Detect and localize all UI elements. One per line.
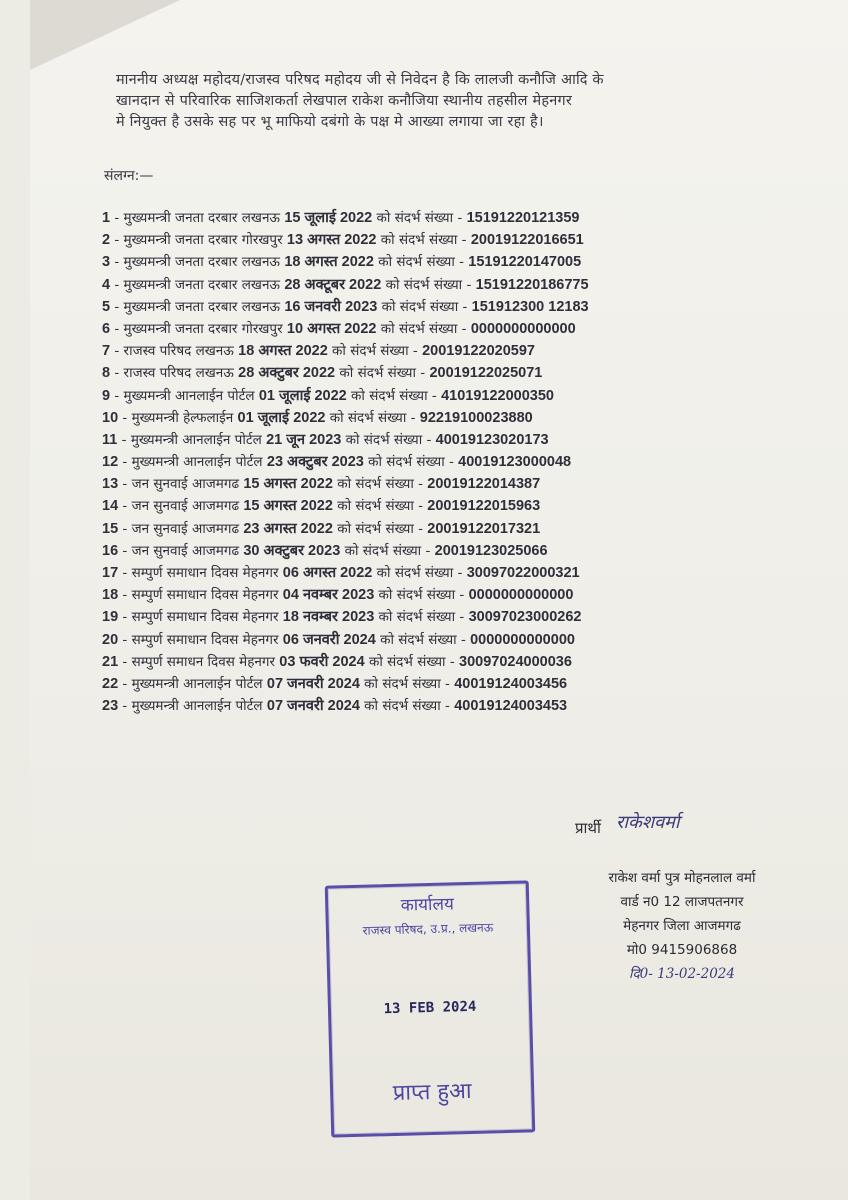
reference-item: 16 - जन सुनवाई आजमगढ 30 अक्टुबर 2023 को संदर्भ संख्या - 20019123025066 bbox=[102, 542, 548, 559]
applicant-district: मेहनगर जिला आजमगढ bbox=[623, 918, 741, 934]
item-date: 15 अगस्त 2022 bbox=[243, 476, 333, 493]
item-date: 07 जनवरी 2024 bbox=[266, 675, 360, 692]
item-number: 3 bbox=[102, 254, 111, 271]
item-office: मुख्यमन्त्री आनलाईन पोर्टल bbox=[131, 675, 263, 692]
reference-item: 9 - मुख्यमन्त्री आनलाईन पोर्टल 01 जूलाई 2022 को संदर्भ संख्या - 41019122000350 bbox=[102, 387, 554, 404]
item-number: 19 bbox=[102, 609, 119, 626]
item-date: 01 जूलाई 2022 bbox=[258, 387, 347, 404]
item-reference: 20019122015963 bbox=[427, 498, 541, 515]
reference-item: 11 - मुख्यमन्त्री आनलाईन पोर्टल 21 जून 2023 को संदर्भ संख्या - 40019123020173 bbox=[102, 431, 549, 448]
item-number: 10 bbox=[102, 409, 119, 426]
reference-item: 14 - जन सुनवाई आजमगढ 15 अगस्त 2022 को संदर्भ संख्या - 20019122015963 bbox=[102, 498, 541, 515]
item-number: 5 bbox=[102, 298, 111, 315]
item-reference: 0000000000000 bbox=[468, 587, 574, 604]
item-office: जन सुनवाई आजमगढ bbox=[131, 542, 240, 559]
reference-item: 7 - राजस्व परिषद लखनऊ 18 अगस्त 2022 को संदर्भ संख्या - 20019122020597 bbox=[102, 343, 535, 360]
item-date: 18 अगस्त 2022 bbox=[284, 254, 374, 271]
reference-item: 17 - सम्पुर्ण समाधान दिवस मेहनगर 06 अगस्त 2022 को संदर्भ संख्या - 30097022000321 bbox=[102, 565, 580, 581]
reference-item: 10 - मुख्यमन्त्री हेल्फलाईन 01 जूलाई 2022 को संदर्भ संख्या - 92219100023880 bbox=[102, 409, 533, 426]
item-date: 28 अक्टुबर 2022 bbox=[238, 365, 336, 382]
reference-item: 1 - मुख्यमन्त्री जनता दरबार लखनऊ 15 जूलाई 2022 को संदर्भ संख्या - 15191220121359 bbox=[102, 210, 580, 226]
intro-line-3: मे नियुक्त है उसके सह पर भू माफियो दबंगो के पक्ष मे आख्या लगाया जा रहा है। bbox=[116, 114, 544, 130]
item-office: मुख्यमन्त्री आनलाईन पोर्टल bbox=[123, 387, 255, 404]
item-date: 15 जूलाई 2022 bbox=[284, 210, 373, 226]
item-number: 11 bbox=[102, 431, 118, 448]
item-number: 22 bbox=[102, 675, 119, 692]
reference-item: 22 - मुख्यमन्त्री आनलाईन पोर्टल 07 जनवरी 2024 को संदर्भ संख्या - 40019124003456 bbox=[102, 675, 568, 692]
item-number: 2 bbox=[102, 232, 111, 249]
item-reference: 0000000000000 bbox=[470, 320, 576, 337]
item-date: 01 जूलाई 2022 bbox=[237, 409, 326, 426]
stamp-office: कार्यालय bbox=[400, 894, 455, 916]
petition-paragraph bbox=[116, 70, 806, 133]
applicant-label: प्रार्थी bbox=[575, 819, 601, 837]
reference-item: 19 - सम्पुर्ण समाधान दिवस मेहनगर 18 नवम्बर 2023 को संदर्भ संख्या - 30097023000262 bbox=[102, 609, 582, 626]
item-number: 13 bbox=[102, 476, 119, 493]
item-reference: 40019123020173 bbox=[435, 431, 549, 448]
item-date: 15 अगस्त 2022 bbox=[243, 498, 333, 515]
item-reference: 30097024000036 bbox=[459, 653, 572, 670]
item-office: मुख्यमन्त्री जनता दरबार लखनऊ bbox=[123, 276, 281, 293]
item-number: 18 bbox=[102, 587, 119, 604]
reference-list bbox=[102, 207, 822, 717]
item-reference: 30097022000321 bbox=[466, 565, 580, 581]
item-reference: 40019124003453 bbox=[454, 698, 568, 715]
item-number: 16 bbox=[102, 542, 119, 559]
item-reference: 15191220147005 bbox=[468, 254, 582, 271]
item-office: सम्पुर्ण समाधान दिवस मेहनगर bbox=[131, 609, 279, 626]
reference-item: 5 - मुख्यमन्त्री जनता दरबार लखनऊ 16 जनवरी 2023 को संदर्भ संख्या - 151912300 12183 bbox=[102, 298, 589, 315]
item-date: 18 अगस्त 2022 bbox=[238, 343, 328, 360]
item-date: 06 जनवरी 2024 bbox=[282, 631, 376, 648]
reference-item: 6 - मुख्यमन्त्री जनता दरबार गोरखपुर 10 अगस्त 2022 को संदर्भ संख्या - 0000000000000 bbox=[102, 320, 576, 337]
item-office: मुख्यमन्त्री आनलाईन पोर्टल bbox=[131, 698, 263, 715]
item-number: 14 bbox=[102, 498, 119, 515]
reference-item: 20 - सम्पुर्ण समाधान दिवस मेहनगर 06 जनवरी 2024 को संदर्भ संख्या - 0000000000000 bbox=[102, 631, 575, 648]
item-date: 30 अक्टुबर 2023 bbox=[243, 542, 341, 559]
item-office: जन सुनवाई आजमगढ bbox=[131, 520, 240, 537]
item-date: 16 जनवरी 2023 bbox=[284, 298, 378, 315]
item-number: 1 bbox=[102, 210, 111, 226]
reference-item: 13 - जन सुनवाई आजमगढ 15 अगस्त 2022 को संदर्भ संख्या - 20019122014387 bbox=[102, 476, 541, 493]
item-date: 06 अगस्त 2022 bbox=[282, 565, 373, 581]
item-office: मुख्यमन्त्री जनता दरबार गोरखपुर bbox=[123, 320, 283, 337]
item-office: मुख्यमन्त्री जनता दरबार लखनऊ bbox=[123, 298, 281, 315]
item-office: सम्पुर्ण समाधान दिवस मेहनगर bbox=[131, 565, 279, 581]
item-office: मुख्यमन्त्री जनता दरबार लखनऊ bbox=[123, 210, 281, 226]
item-reference: 30097023000262 bbox=[468, 609, 582, 626]
item-office: मुख्यमन्त्री जनता दरबार लखनऊ bbox=[123, 254, 281, 271]
intro-line-2: खानदान से परिवारिक साजिशकर्ता लेखपाल राकेश कनौजिया स्थानीय तहसील मेहनगर bbox=[116, 93, 572, 109]
item-date: 13 अगस्त 2022 bbox=[286, 232, 377, 249]
stamp-address: राजस्व परिषद, उ.प्र., लखनऊ bbox=[362, 920, 494, 938]
item-number: 20 bbox=[102, 631, 119, 648]
item-date: 10 अगस्त 2022 bbox=[286, 320, 377, 337]
item-reference: 15191220186775 bbox=[475, 276, 589, 293]
item-reference: 41019122000350 bbox=[441, 387, 554, 404]
item-date: 23 अगस्त 2022 bbox=[243, 520, 333, 537]
received-stamp bbox=[325, 880, 536, 1137]
item-date: 07 जनवरी 2024 bbox=[266, 698, 360, 715]
reference-item: 18 - सम्पुर्ण समाधान दिवस मेहनगर 04 नवम्बर 2023 को संदर्भ संख्या - 0000000000000 bbox=[102, 587, 574, 604]
item-date: 21 जून 2023 bbox=[266, 431, 342, 448]
reference-item: 23 - मुख्यमन्त्री आनलाईन पोर्टल 07 जनवरी 2024 को संदर्भ संख्या - 40019124003453 bbox=[102, 698, 568, 715]
item-number: 8 bbox=[102, 365, 111, 382]
item-date: 23 अक्टुबर 2023 bbox=[266, 454, 364, 471]
item-number: 15 bbox=[102, 520, 119, 537]
intro-line-1: माननीय अध्यक्ष महोदय/राजस्व परिषद महोदय जी से निवेदन है कि लालजी कनौजि आदि के bbox=[116, 72, 604, 88]
applicant-ward: वार्ड न0 12 लाजपतनगर bbox=[620, 894, 744, 910]
item-office: मुख्यमन्त्री हेल्फलाईन bbox=[131, 409, 234, 426]
item-date: 03 फवरी 2024 bbox=[279, 653, 365, 670]
item-reference: 40019124003456 bbox=[454, 675, 568, 692]
item-reference: 151912300 12183 bbox=[471, 298, 589, 315]
item-reference: 20019123025066 bbox=[434, 542, 548, 559]
item-office: जन सुनवाई आजमगढ bbox=[131, 498, 240, 515]
applicant-date: दि0- 13-02-2024 bbox=[629, 966, 735, 982]
item-number: 23 bbox=[102, 698, 119, 715]
reference-item: 4 - मुख्यमन्त्री जनता दरबार लखनऊ 28 अक्टूबर 2022 को संदर्भ संख्या - 15191220186775 bbox=[102, 276, 589, 293]
item-number: 4 bbox=[102, 276, 111, 293]
applicant-mobile: मो0 9415906868 bbox=[626, 942, 738, 958]
item-office: मुख्यमन्त्री आनलाईन पोर्टल bbox=[130, 431, 262, 448]
item-date: 18 नवम्बर 2023 bbox=[282, 609, 375, 626]
item-office: मुख्यमन्त्री आनलाईन पोर्टल bbox=[131, 454, 263, 471]
item-number: 17 bbox=[102, 565, 119, 581]
applicant-name: राकेश वर्मा पुत्र मोहनलाल वर्मा bbox=[608, 870, 756, 886]
item-number: 7 bbox=[102, 343, 111, 360]
item-reference: 40019123000048 bbox=[458, 454, 572, 471]
reference-item: 2 - मुख्यमन्त्री जनता दरबार गोरखपुर 13 अगस्त 2022 को संदर्भ संख्या - 20019122016651 bbox=[102, 232, 584, 249]
item-number: 21 bbox=[102, 653, 119, 670]
item-reference: 92219100023880 bbox=[419, 409, 533, 426]
item-reference: 20019122020597 bbox=[422, 343, 535, 360]
item-office: राजस्व परिषद लखनऊ bbox=[123, 365, 234, 382]
item-date: 28 अक्टूबर 2022 bbox=[284, 276, 382, 293]
attachments-label: संलग्न:— bbox=[104, 168, 154, 184]
reference-item: 3 - मुख्यमन्त्री जनता दरबार लखनऊ 18 अगस्त 2022 को संदर्भ संख्या - 15191220147005 bbox=[102, 254, 582, 271]
handwritten-signature: राकेशवर्मा bbox=[616, 812, 680, 833]
reference-item: 8 - राजस्व परिषद लखनऊ 28 अक्टुबर 2022 को संदर्भ संख्या - 20019122025071 bbox=[102, 365, 543, 382]
item-office: राजस्व परिषद लखनऊ bbox=[123, 343, 234, 360]
stamp-received: प्राप्त हुआ bbox=[392, 1078, 472, 1106]
stamp-date: 13 FEB 2024 bbox=[383, 998, 477, 1018]
item-date: 04 नवम्बर 2023 bbox=[282, 587, 375, 604]
folded-corner bbox=[30, 0, 180, 70]
item-office: मुख्यमन्त्री जनता दरबार गोरखपुर bbox=[123, 232, 283, 249]
item-reference: 20019122014387 bbox=[427, 476, 541, 493]
item-office: सम्पुर्ण समाधान दिवस मेहनगर bbox=[131, 587, 279, 604]
item-reference: 15191220121359 bbox=[466, 210, 580, 226]
item-office: सम्पुर्ण समाधन दिवस मेहनगर bbox=[131, 653, 275, 670]
applicant-address-block bbox=[582, 866, 782, 986]
item-office: सम्पुर्ण समाधान दिवस मेहनगर bbox=[131, 631, 279, 648]
item-reference: 0000000000000 bbox=[470, 631, 575, 648]
item-number: 6 bbox=[102, 320, 111, 337]
item-office: जन सुनवाई आजमगढ bbox=[131, 476, 240, 493]
reference-item: 21 - सम्पुर्ण समाधन दिवस मेहनगर 03 फवरी 2024 को संदर्भ संख्या - 30097024000036 bbox=[102, 653, 572, 670]
reference-item: 12 - मुख्यमन्त्री आनलाईन पोर्टल 23 अक्टुबर 2023 को संदर्भ संख्या - 40019123000048 bbox=[102, 454, 572, 471]
item-reference: 20019122025071 bbox=[429, 365, 543, 382]
item-number: 12 bbox=[102, 454, 119, 471]
item-reference: 20019122016651 bbox=[470, 232, 584, 249]
item-number: 9 bbox=[102, 387, 111, 404]
reference-item: 15 - जन सुनवाई आजमगढ 23 अगस्त 2022 को संदर्भ संख्या - 20019122017321 bbox=[102, 520, 541, 537]
item-reference: 20019122017321 bbox=[427, 520, 541, 537]
